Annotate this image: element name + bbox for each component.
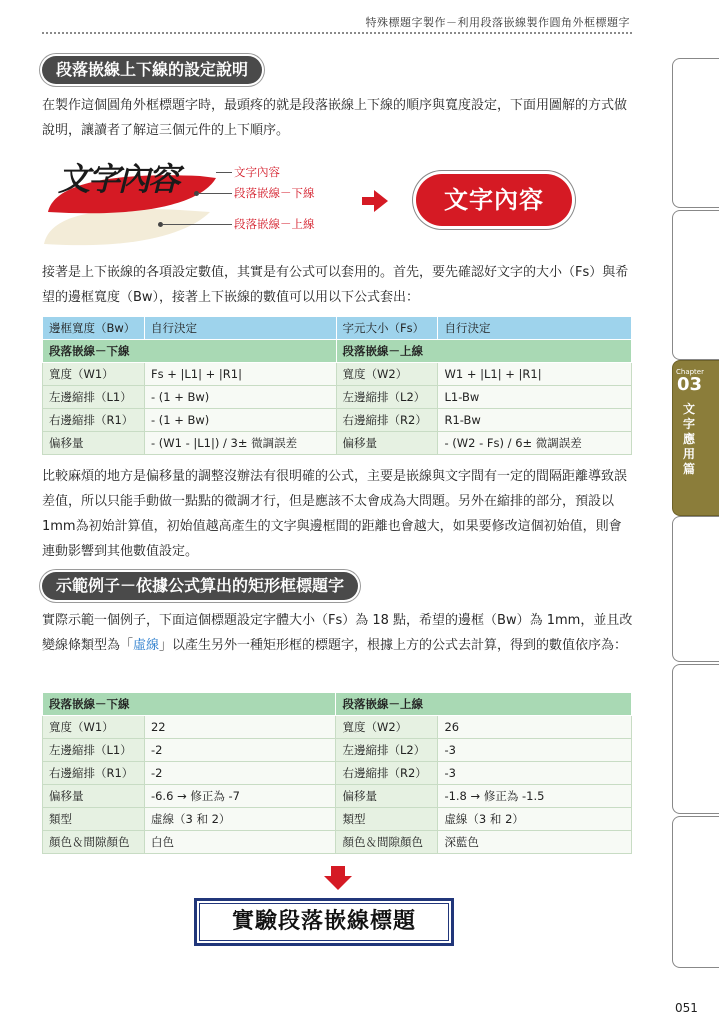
- table-cell: 右邊縮排（R2）: [336, 762, 438, 785]
- layer-diagram: [40, 152, 640, 252]
- example-text-before: 實際示範一個例子，下面這個標題設定字體大小（Fs）為 18 點，希望的邊框（Bw）為 1mm，並且改變線條類型為「: [42, 613, 633, 653]
- chapter-title: 文字應用篇: [683, 402, 696, 476]
- table-cell: R1-Bw: [438, 409, 632, 432]
- table-cell: Fs + |L1| + |R1|: [144, 363, 336, 386]
- table-cell: 類型: [43, 808, 145, 831]
- formula-group-row: [43, 340, 632, 363]
- group-upper-line: 段落嵌線－上線: [336, 693, 632, 716]
- final-example-title: 實驗段落嵌線標題: [194, 898, 454, 946]
- table-cell: -3: [438, 762, 632, 785]
- group-lower-line: 段落嵌線－下線: [43, 340, 337, 363]
- label-upper-line: 段落嵌線－上線: [234, 217, 315, 231]
- side-tab: [672, 516, 719, 662]
- table-cell: 右邊縮排（R1）: [43, 762, 145, 785]
- table-row: [43, 716, 632, 739]
- result-title-box: 文字內容: [416, 174, 572, 226]
- table-cell: 虛線（3 和 2）: [144, 808, 336, 831]
- table-row: [43, 808, 632, 831]
- section-heading-1: 段落嵌線上下線的設定說明: [42, 56, 262, 84]
- label-leader-text: [216, 172, 232, 173]
- side-tab: [672, 58, 719, 208]
- example-group-row: [43, 693, 632, 716]
- table-row: [43, 363, 632, 386]
- table-cell: 字元大小（Fs）: [336, 317, 438, 340]
- table-row: [43, 409, 632, 432]
- table-row: [43, 739, 632, 762]
- example-table: [42, 692, 632, 854]
- group-lower-line: 段落嵌線－下線: [43, 693, 336, 716]
- table-cell: W1 + |L1| + |R1|: [438, 363, 632, 386]
- table-cell: 顏色＆間隙顏色: [336, 831, 438, 854]
- section-heading-2: 示範例子－依據公式算出的矩形框標題字: [42, 572, 358, 600]
- running-head: 特殊標題字製作－利用段落嵌線製作圓角外框標題字: [365, 16, 630, 29]
- table-row: [43, 762, 632, 785]
- side-tab: [672, 210, 719, 360]
- formula-intro-paragraph: 接著是上下嵌線的各項設定數值，其實是有公式可以套用的。首先，要先確認好文字的大小（Fs）與希望的邊框寬度（Bw），接著上下嵌線的數值可以用以下公式套出：: [42, 265, 629, 305]
- page-number: 051: [675, 1001, 698, 1015]
- table-cell: 深藍色: [438, 831, 632, 854]
- table-cell: -1.8 → 修正為 -1.5: [438, 785, 632, 808]
- table-cell: 自行決定: [144, 317, 336, 340]
- table-cell: 偏移量: [336, 432, 438, 455]
- header-rule: [42, 32, 632, 34]
- right-arrow-icon: [362, 190, 388, 212]
- table-cell: 左邊縮排（L2）: [336, 386, 438, 409]
- table-cell: 類型: [336, 808, 438, 831]
- table-cell: 偏移量: [43, 432, 145, 455]
- table-row: [43, 785, 632, 808]
- table-cell: - (1 + Bw): [144, 386, 336, 409]
- upper-line-shape: [44, 209, 210, 245]
- table-cell: 寬度（W1）: [43, 716, 145, 739]
- down-arrow-icon: [324, 866, 352, 890]
- dashed-highlight: 虛線: [133, 638, 160, 653]
- example-text-after: 」以產生另外一種矩形框的標題字，根據上方的公式去計算，得到的數值依序為：: [159, 638, 628, 653]
- table-cell: 左邊縮排（L1）: [43, 386, 145, 409]
- table-cell: 虛線（3 和 2）: [438, 808, 632, 831]
- table-cell: 偏移量: [43, 785, 145, 808]
- table-row: [43, 432, 632, 455]
- table-cell: - (1 + Bw): [144, 409, 336, 432]
- group-upper-line: 段落嵌線－上線: [336, 340, 631, 363]
- label-lower-line: 段落嵌線－下線: [234, 186, 315, 200]
- table-cell: 26: [438, 716, 632, 739]
- table-cell: 自行決定: [438, 317, 632, 340]
- side-tab: [672, 816, 719, 968]
- table-cell: 顏色＆間隙顏色: [43, 831, 145, 854]
- table-cell: 偏移量: [336, 785, 438, 808]
- example-paragraph: [42, 608, 634, 658]
- table-cell: 寬度（W2）: [336, 716, 438, 739]
- table-cell: 右邊縮排（R1）: [43, 409, 145, 432]
- table-cell: 22: [144, 716, 336, 739]
- label-text-content: 文字內容: [234, 165, 280, 179]
- table-cell: 左邊縮排（L2）: [336, 739, 438, 762]
- table-cell: - (W2 - Fs) / 6± 微調誤差: [438, 432, 632, 455]
- table-cell: 寬度（W1）: [43, 363, 145, 386]
- table-cell: 左邊縮排（L1）: [43, 739, 145, 762]
- table-cell: - (W1 - |L1|) / 3± 微調誤差: [144, 432, 336, 455]
- intro-paragraph: 在製作這個圓角外框標題字時，最頭疼的就是段落嵌線上下線的順序與寬度設定，下面用圖解的方式做說明，讓讀者了解這三個元件的上下順序。: [42, 98, 628, 138]
- table-cell: L1-Bw: [438, 386, 632, 409]
- table-cell: -2: [144, 739, 336, 762]
- chapter-number: 03: [677, 374, 703, 395]
- offset-explanation-paragraph: 比較麻煩的地方是偏移量的調整沒辦法有很明確的公式，主要是嵌線與文字間有一定的間隔距離導致誤差值，所以只能手動做一點點的微調才行，但是應該不太會成為大問題。另外在縮排的部分，預設以 1mm為初始計算值，初始值越高產生的文字與邊框間的距離也會越大，如果要修改這個初始值，則會連動影響到其他數值設定。: [42, 469, 628, 559]
- table-cell: 白色: [144, 831, 336, 854]
- label-leader-lower: [198, 193, 232, 194]
- sample-text: 文字內容: [58, 160, 179, 198]
- table-row: [43, 386, 632, 409]
- table-row: [43, 831, 632, 854]
- table-cell: -2: [144, 762, 336, 785]
- table-cell: 右邊縮排（R2）: [336, 409, 438, 432]
- table-cell: -3: [438, 739, 632, 762]
- formula-table: [42, 316, 632, 455]
- table-cell: 寬度（W2）: [336, 363, 438, 386]
- table-cell: 邊框寬度（Bw）: [43, 317, 145, 340]
- side-tab: [672, 664, 719, 814]
- formula-header-row: [43, 317, 632, 340]
- table-cell: -6.6 → 修正為 -7: [144, 785, 336, 808]
- chapter-label: Chapter: [676, 368, 704, 376]
- label-leader-upper: [162, 224, 232, 225]
